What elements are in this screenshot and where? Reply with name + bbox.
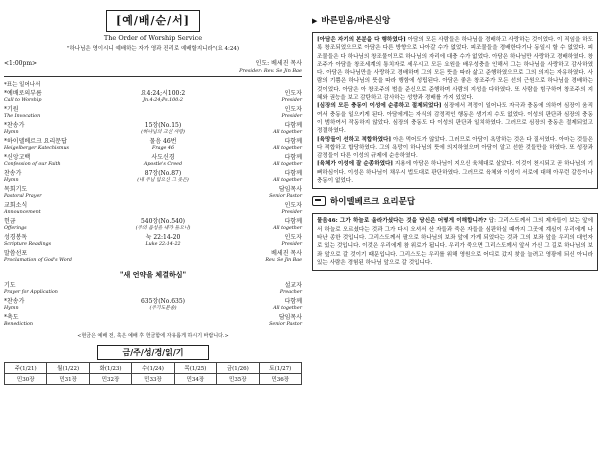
schedule-day: 월(1/22) <box>47 363 89 374</box>
item-leader: 설교자 Preacher <box>279 282 302 295</box>
item-name: 성경봉독 Scripture Readings <box>4 234 52 247</box>
item-detail: 요4:24;시100:2 Jn.4:24;Ps.100:2 <box>140 90 186 103</box>
catechism-text-box: 물음46: 그가 하늘로 올라가셨다는 것을 당신은 어떻게 이해합니까? 답: 그리스도께서 그의 제자들이 보는 앞에서 하늘로 오르셨다는 것과 그가 다시 오셔서 산 자들과 죽은 자들을 심판하실 때까지 그곳에 계심이 우리에게 나타난 종한 것입니다. 그리스도께서 팔으로 하나님의 보좌 앞에 가게 되었다는 것과 그의 보좌 앞을 우리의 대언자로 있는 것입니다. 이것은 우리에게 참 위로가 됩니다. 우리가 죽으면 그리스도께서 앞서 가신 그 길로 하나님의 보좌 앞으로 갈 것이기 때문입니다. 그리스도는 우리를 위해 영원으로 어디로 갔지 찾을 늘려고 영광에 되신 아니라 있는 사람은 경험된 하나님 앞으로 갈 것입니다. <box>312 213 598 271</box>
item-leader: 담임목사 Senior Pastor <box>269 314 302 327</box>
schedule-day: 화(1/23) <box>89 363 131 374</box>
worship-item <box>4 123 302 136</box>
para-heading: [아담은 자기의 본분을 다 행하였다] <box>317 37 406 43</box>
pointing-hand-icon <box>312 196 326 206</box>
item-name: 목회기도 Pastoral Prayer <box>4 186 42 199</box>
item-leader: 다함께 All together <box>273 138 302 151</box>
item-name: 기도 Prayer for Application <box>4 282 58 295</box>
bible-reading-schedule <box>4 362 302 385</box>
worship-item <box>4 219 302 232</box>
question-heading: 물음46: 그가 하늘로 올라가셨다는 것을 당신은 어떻게 이해합니까? <box>317 218 487 225</box>
worship-items <box>4 91 302 264</box>
para-heading: [심장의 모든 충동이 이성에 순종하고 절제되었다] <box>317 103 442 110</box>
item-name: *하이델베르크 요리문답 Heigelberger Katechismus <box>4 138 70 151</box>
section-catechism-header: 하이델베르크 요리문답 <box>312 195 598 207</box>
worship-item <box>4 315 302 328</box>
schedule-reading: 민30장 <box>5 374 47 385</box>
worship-item <box>4 187 302 200</box>
para-heading: [육망들이 선하고 적합하였다] <box>317 136 392 143</box>
item-leader: 다함께 All together <box>273 218 302 231</box>
standing-note: *표는 일어나서 <box>4 82 41 88</box>
schedule-reading: 민36장 <box>259 374 301 385</box>
worship-items-after <box>4 283 302 328</box>
schedule-reading: 민32장 <box>89 374 131 385</box>
item-leader: 다함께 All together <box>273 122 302 135</box>
theme-verse: "하나님은 영이시니 예배하는 자가 영과 진리로 예배할지니라"(요 4:24) <box>66 46 240 52</box>
item-name: 말씀선포 Proclamation of God's Word <box>4 250 73 263</box>
schedule-day: 목(1/25) <box>174 363 216 374</box>
schedule-day: 주(1/21) <box>5 363 47 374</box>
worship-item <box>4 235 302 248</box>
item-name: *찬송가 Hymn <box>4 298 25 311</box>
item-leader: 인도자 Presider <box>281 106 302 119</box>
worship-item <box>4 91 302 104</box>
item-name: 헌금 Offerings <box>4 218 27 231</box>
para-heading: [육체가 이성에 잘 순종하였다] <box>317 161 394 168</box>
schedule-title: 금/주/성/경/읽/기 <box>97 345 209 360</box>
section-faith-header: ▶ 바른믿음/바른신앙 <box>312 15 391 26</box>
schedule-reading: 민31장 <box>47 374 89 385</box>
item-leader: 다함께 All together <box>273 170 302 183</box>
item-detail: 540장(No.540) (주의 음성을 내가 들으니) <box>135 218 191 231</box>
worship-item <box>4 171 302 184</box>
faith-text-box: [아담은 자기의 본분을 다 행하였다] 아담의 모든 사람들은 하나님을 경배하고 사랑하는 것이었다. 이 직임을 하도록 창조되었으므로 아담은 다른 방향으로 나아갈 수가 없었다. 피조물들을 경배한다기나 동일시 할 수 없었다. 피조물들은 다 하나님의 창조물이므로 하나님의 자리에 대충 수가 없었다. 아담은 하나님만 사랑하고 경배하였다. 창조주가 아담을 창조세계의 통치자로 세우시고 모든 요원을 배우성충을 인해서 그는 하나님을 사랑하고 감사하였다. 아담은 하나님만을 사랑하고 경배하며 그의 모든 뜻을 따라 삶고 준행하였으므로 그의 의지는 자유하였다. 사람의 기쁨은 하나님의 뜻을 따라 행함에 성립된다. 아담은 좋은 창조주가 모든 선의 근원으로 하나님을 경배하는 것이었다. 아담은 아 창조주의 범을 준신으로 준행하며 사람의 지성을 다하였다. 또 사람을 힘구하여 창조주의 지혜와 권능을 보고 감탄하고 감사하는 성향과 경배를 가지 있었다. [심장의 모든 충동이 이성에 순종하고 절제되었다] 심장에서 격정이 일어나도 자극과 충동에 의하여 심장이 움직여서 충동을 일으키게 된다. 아담에게는 자식의 감정적인 행동은 생기지 수도 없었다. 이성의 판단과 심장의 충동이 범하여서 작동하지 않았다. 심장의 충동도 다 이성의 판단과 일치하였다. 그러므로 심장의 충동은 절제되었고 정결하였다. [육망들이 선하고 적합하였다] 아은 먹어도가 않았다. 그러므로 아담이 욕망하는 것은 다 질서였다. 아마는 것들은 다 적합하고 합당하였다. 그의 욕망이 하나님의 뜻에 의지하였으며 아담이 알고 선한 것들만을 하였다. 또 성장과 감정들이 다른 이성의 규제에 순응하였다. [육체가 이성에 잘 순종하였다] 지용에 아담은 하나님이 지으신 육체대로 살았다. 이것이 천시되고 곧 하나님의 기뻐하심이다. 이성은 하나님이 채우시 법도대로 판단하였다. 그러므로 육체와 이성이 서로에 대해 아무런 갈등이나 충동이 없었다. <box>312 32 598 189</box>
schedule-reading: 민33장 <box>132 374 174 385</box>
item-detail: 635장(No.635) (주기도문송) <box>140 298 186 311</box>
item-name: *예배로의부름 Call to Worship <box>4 90 42 103</box>
schedule-reading: 민34장 <box>174 374 216 385</box>
item-leader: 인도자 Presider <box>281 90 302 103</box>
worship-item <box>4 107 302 120</box>
triangle-icon: ▶ <box>312 15 318 25</box>
item-name: *축도 Benediction <box>4 314 34 327</box>
item-leader: 다함께 All together <box>273 154 302 167</box>
worship-item <box>4 203 302 216</box>
item-detail: 87장(No.87) (내 주님 입으신 그 옷은) <box>137 170 189 183</box>
worship-item <box>4 139 302 152</box>
item-leader: 베세진 목사 Rev. Se Jin Bae <box>265 250 302 263</box>
schedule-day: 수(1/24) <box>132 363 174 374</box>
service-header <box>4 60 302 77</box>
worship-item <box>4 283 302 296</box>
item-detail: 물음 46번 Frage 46 <box>149 138 177 151</box>
service-time: <1:00pm> <box>4 60 38 67</box>
page-subtitle: The Order of Worship Service <box>103 34 203 42</box>
item-detail: 눅 22:14-20 Luke 22:14-22 <box>145 234 181 247</box>
item-name: 찬송가 Hymn <box>4 170 22 183</box>
order-of-worship-panel <box>4 0 302 464</box>
offering-notice: <현금은 예배 전, 혹은 예배 후 헌금함에 자유롭게 하시기 바랍니다.> <box>77 333 229 339</box>
worship-item <box>4 155 302 168</box>
item-leader: 다함께 All together <box>273 298 302 311</box>
sermon-title: "새 언약을 체결하심" <box>119 270 187 279</box>
schedule-reading: 민35장 <box>217 374 259 385</box>
worship-item <box>4 299 302 312</box>
item-leader: 담임목사 Senior Pastor <box>269 186 302 199</box>
schedule-day: 토(1/27) <box>259 363 301 374</box>
schedule-day: 금(1/26) <box>217 363 259 374</box>
worship-item <box>4 251 302 264</box>
item-name: 교회소식 Announcement <box>4 202 41 215</box>
item-leader: 인도자 Presider <box>281 202 302 215</box>
page-title: [예/배/순/서] <box>106 10 200 32</box>
item-name: *찬송가 Hymn <box>4 122 25 135</box>
item-detail: 사도신경 Apostle's Creed <box>143 154 183 167</box>
service-leader: 인도: 베세진 목사 Presider: Rev. Se Jin Bae <box>239 60 302 74</box>
item-detail: 15장(No.15) (하나님의 크신 사랑) <box>141 122 185 135</box>
item-name: *신앙고백 Confession of our Faith <box>4 154 61 167</box>
item-leader: 인도자 Presider <box>281 234 302 247</box>
faith-panel <box>312 0 598 464</box>
item-name: *기원 The Invocation <box>4 106 41 119</box>
